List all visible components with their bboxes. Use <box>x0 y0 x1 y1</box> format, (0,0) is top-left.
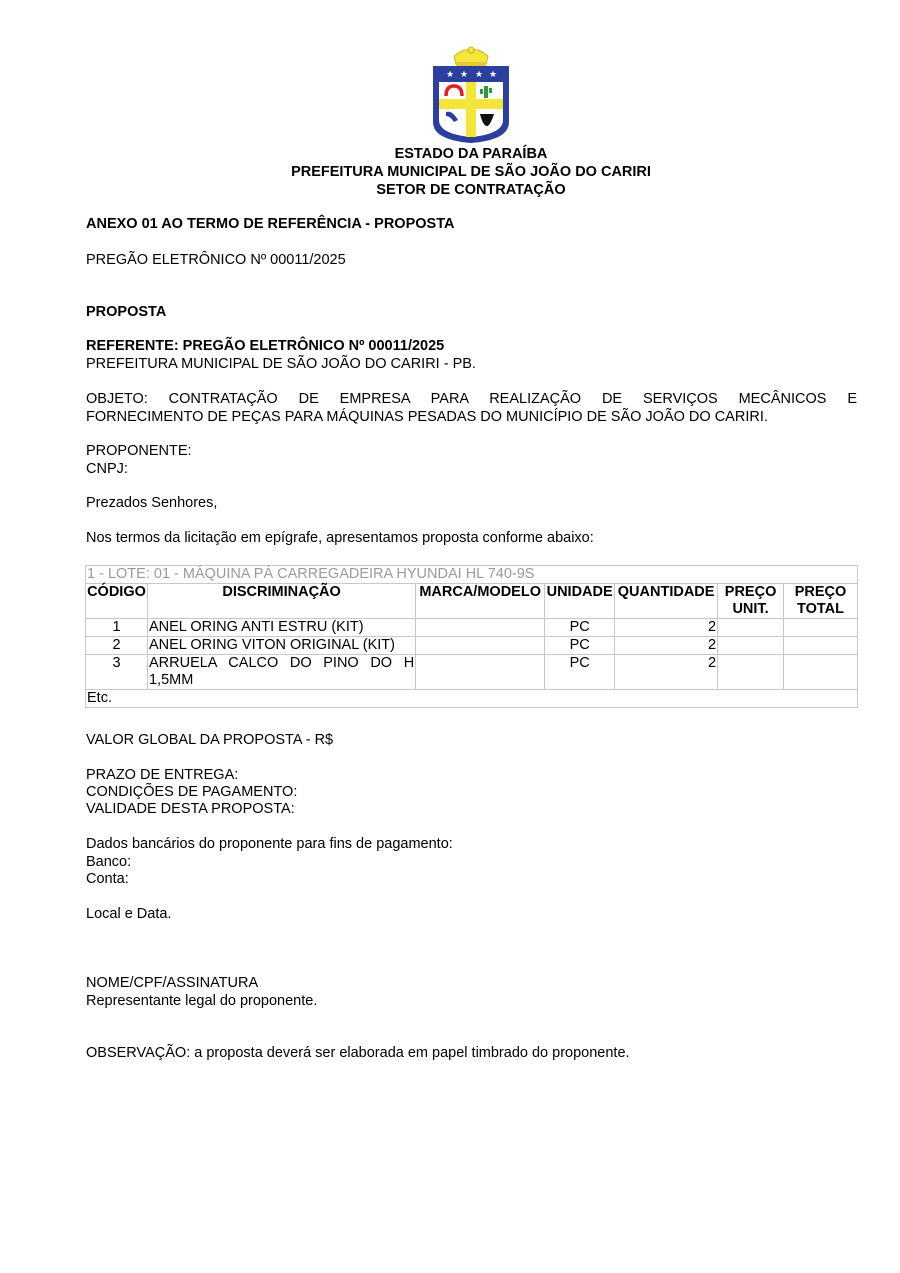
local-data: Local e Data. <box>86 906 172 922</box>
representante-label: Representante legal do proponente. <box>86 993 318 1009</box>
cell-preco-unit <box>718 619 784 637</box>
prefeitura-line: PREFEITURA MUNICIPAL DE SÃO JOÃO DO CARIRI - PB. <box>86 356 476 372</box>
referente-line: REFERENTE: PREGÃO ELETRÔNICO Nº 00011/2025 <box>86 338 445 354</box>
validade-proposta: VALIDADE DESTA PROPOSTA: <box>86 801 295 817</box>
svg-text:★: ★ <box>446 70 455 80</box>
objeto-line-2: FORNECIMENTO DE PEÇAS PARA MÁQUINAS PESADAS DO MUNICÍPIO DE SÃO JOÃO DO CARIRI. <box>86 408 768 425</box>
cell-discriminacao: ARRUELA CALCO DO PINO DO H 1,5MM <box>148 655 415 688</box>
cell-codigo: 1 <box>86 619 148 637</box>
intro-text: Nos termos da licitação em epígrafe, apresentamos proposta conforme abaixo: <box>86 530 594 546</box>
svg-text:★: ★ <box>475 70 484 80</box>
cell-quantidade: 2 <box>615 637 718 655</box>
col-header-unidade: UNIDADE <box>545 584 615 619</box>
banco-label: Banco: <box>86 854 132 870</box>
cell-unidade: PC <box>545 619 615 637</box>
cell-codigo: 2 <box>86 637 148 655</box>
proponente-label: PROPONENTE: <box>86 443 192 459</box>
header-prefeitura: PREFEITURA MUNICIPAL DE SÃO JOÃO DO CARIRI <box>291 164 651 180</box>
municipal-crest-icon <box>430 44 512 144</box>
dados-bancarios: Dados bancários do proponente para fins de pagamento: <box>86 836 453 852</box>
cell-discriminacao: ANEL ORING VITON ORIGINAL (KIT) <box>147 637 415 655</box>
greeting: Prezados Senhores, <box>86 495 218 511</box>
lote-title: 1 - LOTE: 01 - MÁQUINA PÁ CARREGADEIRA HYUNDAI HL 740-9S <box>86 566 858 584</box>
svg-text:★: ★ <box>460 70 469 80</box>
col-header-marca: MARCA/MODELO <box>416 584 545 619</box>
table-row <box>86 637 858 655</box>
col-header-discriminacao: DISCRIMINAÇÃO <box>147 584 415 619</box>
objeto-line-1: OBJETO: CONTRATAÇÃO DE EMPRESA PARA REALIZAÇÃO DE SERVIÇOS MECÂNICOS E <box>86 391 857 407</box>
annex-title: ANEXO 01 AO TERMO DE REFERÊNCIA - PROPOSTA <box>86 216 455 232</box>
lote-row <box>86 566 858 584</box>
cell-codigo: 3 <box>86 655 148 690</box>
condicoes-pagamento: CONDIÇÕES DE PAGAMENTO: <box>86 784 298 800</box>
cell-preco-unit <box>718 655 784 690</box>
prazo-entrega: PRAZO DE ENTREGA: <box>86 767 239 783</box>
objeto-paragraph <box>86 391 857 426</box>
table-row <box>86 619 858 637</box>
table-header-row <box>86 584 858 619</box>
cnpj-label: CNPJ: <box>86 461 128 477</box>
cell-preco-total <box>784 619 858 637</box>
header-setor: SETOR DE CONTRATAÇÃO <box>376 182 566 198</box>
items-table <box>85 565 858 708</box>
cell-marca <box>416 637 545 655</box>
cell-unidade: PC <box>545 637 615 655</box>
cell-preco-total <box>784 655 858 690</box>
svg-text:★: ★ <box>489 70 498 80</box>
col-header-codigo: CÓDIGO <box>86 584 148 619</box>
col-header-preco-total: PREÇO TOTAL <box>784 584 858 619</box>
cell-quantidade: 2 <box>615 619 718 637</box>
etc-row <box>86 690 858 708</box>
proposta-title: PROPOSTA <box>86 304 167 320</box>
assinatura-label: NOME/CPF/ASSINATURA <box>86 975 259 991</box>
cell-marca <box>416 655 545 690</box>
etc-cell: Etc. <box>86 690 858 708</box>
cell-unidade: PC <box>545 655 615 690</box>
cell-preco-unit <box>718 637 784 655</box>
header-state: ESTADO DA PARAÍBA <box>394 146 548 162</box>
valor-global: VALOR GLOBAL DA PROPOSTA - R$ <box>86 732 334 748</box>
conta-label: Conta: <box>86 871 129 887</box>
cell-quantidade: 2 <box>615 655 718 690</box>
pregao-number: PREGÃO ELETRÔNICO Nº 00011/2025 <box>86 252 346 268</box>
table-row <box>86 655 858 690</box>
col-header-preco-unit: PREÇO UNIT. <box>718 584 784 619</box>
cell-marca <box>416 619 545 637</box>
col-header-quantidade: QUANTIDADE <box>615 584 718 619</box>
cell-preco-total <box>784 637 858 655</box>
cell-discriminacao: ANEL ORING ANTI ESTRU (KIT) <box>147 619 415 637</box>
observacao: OBSERVAÇÃO: a proposta deverá ser elaborada em papel timbrado do proponente. <box>86 1045 630 1061</box>
